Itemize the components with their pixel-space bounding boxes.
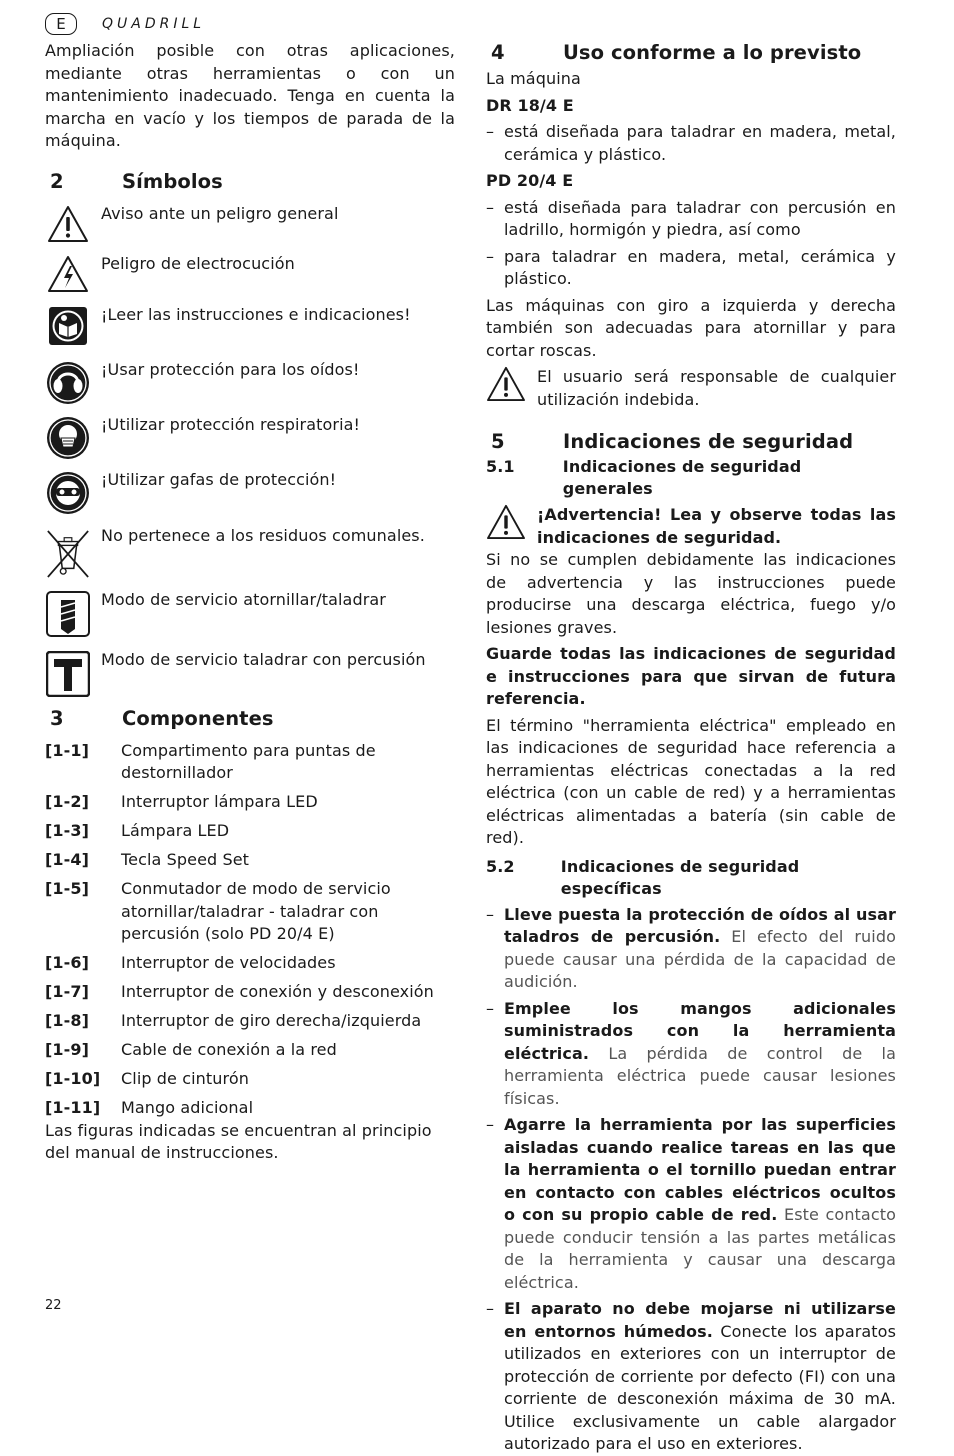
component-item: [1-3] Lámpara LED bbox=[45, 821, 230, 840]
ear-protection-icon bbox=[45, 361, 91, 405]
symbol-label: No pertenece a los residuos comunales. bbox=[101, 525, 425, 545]
section-4-heading: 4 Uso conforme a lo previsto bbox=[491, 41, 862, 64]
section-4-paragraph: Las máquinas con giro a izquierda y derecha también son adecuadas para atornillar y para cortar roscas. bbox=[486, 295, 896, 360]
page-number: 22 bbox=[45, 1298, 62, 1313]
symbol-row bbox=[45, 361, 455, 416]
component-item: [1-7] Interruptor de conexión y desconexión bbox=[45, 982, 434, 1001]
symbol-label: Modo de servicio atornillar/taladrar bbox=[101, 589, 386, 609]
component-item: [1-11] Mango adicional bbox=[45, 1098, 254, 1117]
page-header bbox=[45, 12, 205, 36]
hammer-mode-icon bbox=[45, 651, 91, 697]
drill-mode-icon bbox=[45, 591, 91, 637]
component-item: [1-9] Cable de conexión a la red bbox=[45, 1040, 337, 1059]
warning-triangle-icon bbox=[486, 504, 532, 547]
section-5-2-heading: 5.2 Indicaciones de seguridad específicas bbox=[486, 856, 800, 898]
section-3-heading: 3 Componentes bbox=[50, 706, 274, 730]
section-5-heading: 5 Indicaciones de seguridad bbox=[491, 430, 854, 453]
symbol-row bbox=[45, 205, 455, 255]
list-item: – está diseñada para taladrar en madera, metal, cerámica y plástico. bbox=[486, 122, 896, 164]
electric-shock-icon bbox=[45, 255, 91, 293]
crossed-bin-icon bbox=[45, 527, 91, 581]
symbol-row bbox=[45, 306, 455, 361]
symbol-row bbox=[45, 471, 455, 527]
component-item: [1-4] Tecla Speed Set bbox=[45, 850, 250, 869]
brand-name: QUADRILL bbox=[102, 16, 206, 32]
symbol-label: ¡Utilizar gafas de protección! bbox=[101, 469, 337, 489]
symbol-label: Modo de servicio taladrar con percusión bbox=[101, 649, 426, 669]
symbol-label: Peligro de electrocución bbox=[101, 253, 295, 273]
warning-triangle-icon bbox=[45, 205, 91, 243]
left-column bbox=[45, 40, 455, 1165]
symbol-label: Aviso ante un peligro general bbox=[101, 203, 339, 223]
component-item: [1-5] Conmutador de modo de servicio atornillar/taladrar - taladrar con percusión (solo PD 20/4 E) bbox=[45, 879, 391, 943]
symbol-row bbox=[45, 527, 455, 591]
safety-goggles-icon bbox=[45, 471, 91, 515]
symbol-label: ¡Leer las instrucciones e indicaciones! bbox=[101, 304, 411, 324]
safety-item: – El aparato no debe mojarse ni utilizarse en entornos húmedos. Conecte los aparatos utilizados en exteriores con un interruptor de protección de corriente por defecto (FI) con una corriente de desconexión máxima de 30 mA. Utilice exclusivamente un cable alargador autorizado para el uso en exteriores. bbox=[486, 1299, 897, 1453]
safety-item: – Agarre la herramienta por las superficies aisladas cuando realice tareas en las que la herramienta o el tornillo puedan entrar en contacto con cables eléctricos ocultos o con su propio cable de red. Este contacto puede conducir tensión a las partes metálicas de la herramienta y causar una descarga eléctrica. bbox=[486, 1115, 896, 1292]
intro-paragraph: Ampliación posible con otras aplicaciones, mediante otras herramientas o con un mantenimiento inadecuado. Tenga en cuenta la marcha en vacío y los tiempos de parada de la máquina. bbox=[45, 41, 455, 150]
symbol-row bbox=[45, 591, 455, 651]
components-list bbox=[45, 740, 455, 1120]
symbol-row bbox=[45, 255, 455, 306]
symbol-row bbox=[45, 416, 455, 471]
misuse-warning: El usuario será responsable de cualquier utilización indebida. bbox=[486, 366, 896, 411]
section-2-heading: 2 Símbolos bbox=[50, 169, 223, 193]
component-item: [1-6] Interruptor de velocidades bbox=[45, 953, 336, 972]
symbol-label: ¡Utilizar protección respiratoria! bbox=[101, 414, 361, 434]
symbol-label: ¡Usar protección para los oídos! bbox=[101, 359, 360, 379]
safety-item: – Emplee los mangos adicionales suministrados con la herramienta eléctrica. La pérdida de control de la herramienta eléctrica puede causar lesiones físicas. bbox=[486, 998, 897, 1108]
components-note: Las figuras indicadas se encuentran al principio del manual de instrucciones. bbox=[45, 1120, 432, 1162]
safety-item: – Lleve puesta la protección de oídos al usar taladros de percusión. El efecto del ruido puede causar una pérdida de la capacidad de audición. bbox=[486, 904, 896, 991]
respiratory-protection-icon bbox=[45, 416, 91, 460]
symbol-row bbox=[45, 651, 455, 706]
section-5-1-heading: 5.1 Indicaciones de seguridad generales bbox=[486, 457, 802, 498]
model-dr-18-4-e: DR 18/4 E bbox=[486, 95, 574, 115]
term-definition: El término "herramienta eléctrica" empleado en las indicaciones de seguridad hace referencia a herramientas eléctricas conectadas a la red eléctrica (con un cable de red) y a herramientas eléctricas alimentadas a batería (sin cable de red). bbox=[486, 715, 896, 847]
component-item: [1-8] Interruptor de giro derecha/izquierda bbox=[45, 1011, 422, 1030]
list-item: – está diseñada para taladrar con percusión en ladrillo, hormigón y piedra, así como bbox=[486, 197, 896, 239]
general-warning-block bbox=[486, 504, 896, 639]
component-item: [1-10] Clip de cinturón bbox=[45, 1069, 249, 1088]
section-4-lead: La máquina bbox=[486, 69, 581, 88]
component-item: [1-1] Compartimento para puntas de destornillador bbox=[45, 740, 376, 782]
read-manual-icon bbox=[45, 306, 91, 346]
model-pd-20-4-e: PD 20/4 E bbox=[486, 171, 574, 190]
component-item: [1-2] Interruptor lámpara LED bbox=[45, 792, 318, 811]
warning-triangle-icon bbox=[486, 366, 532, 409]
right-column bbox=[486, 40, 896, 1456]
list-item: – para taladrar en madera, metal, cerámica y plástico. bbox=[486, 246, 896, 288]
keep-instructions-note: Guarde todas las indicaciones de seguridad e instrucciones para que sirvan de futura referencia. bbox=[486, 644, 896, 708]
warning-heading: ¡Advertencia! Lea y observe todas las indicaciones de seguridad. bbox=[537, 505, 896, 547]
warning-text: Si no se cumplen debidamente las indicaciones de advertencia y las instrucciones puede producirse una descarga eléctrica, fuego y/o lesiones graves. bbox=[486, 550, 896, 637]
language-badge: E bbox=[45, 13, 77, 35]
